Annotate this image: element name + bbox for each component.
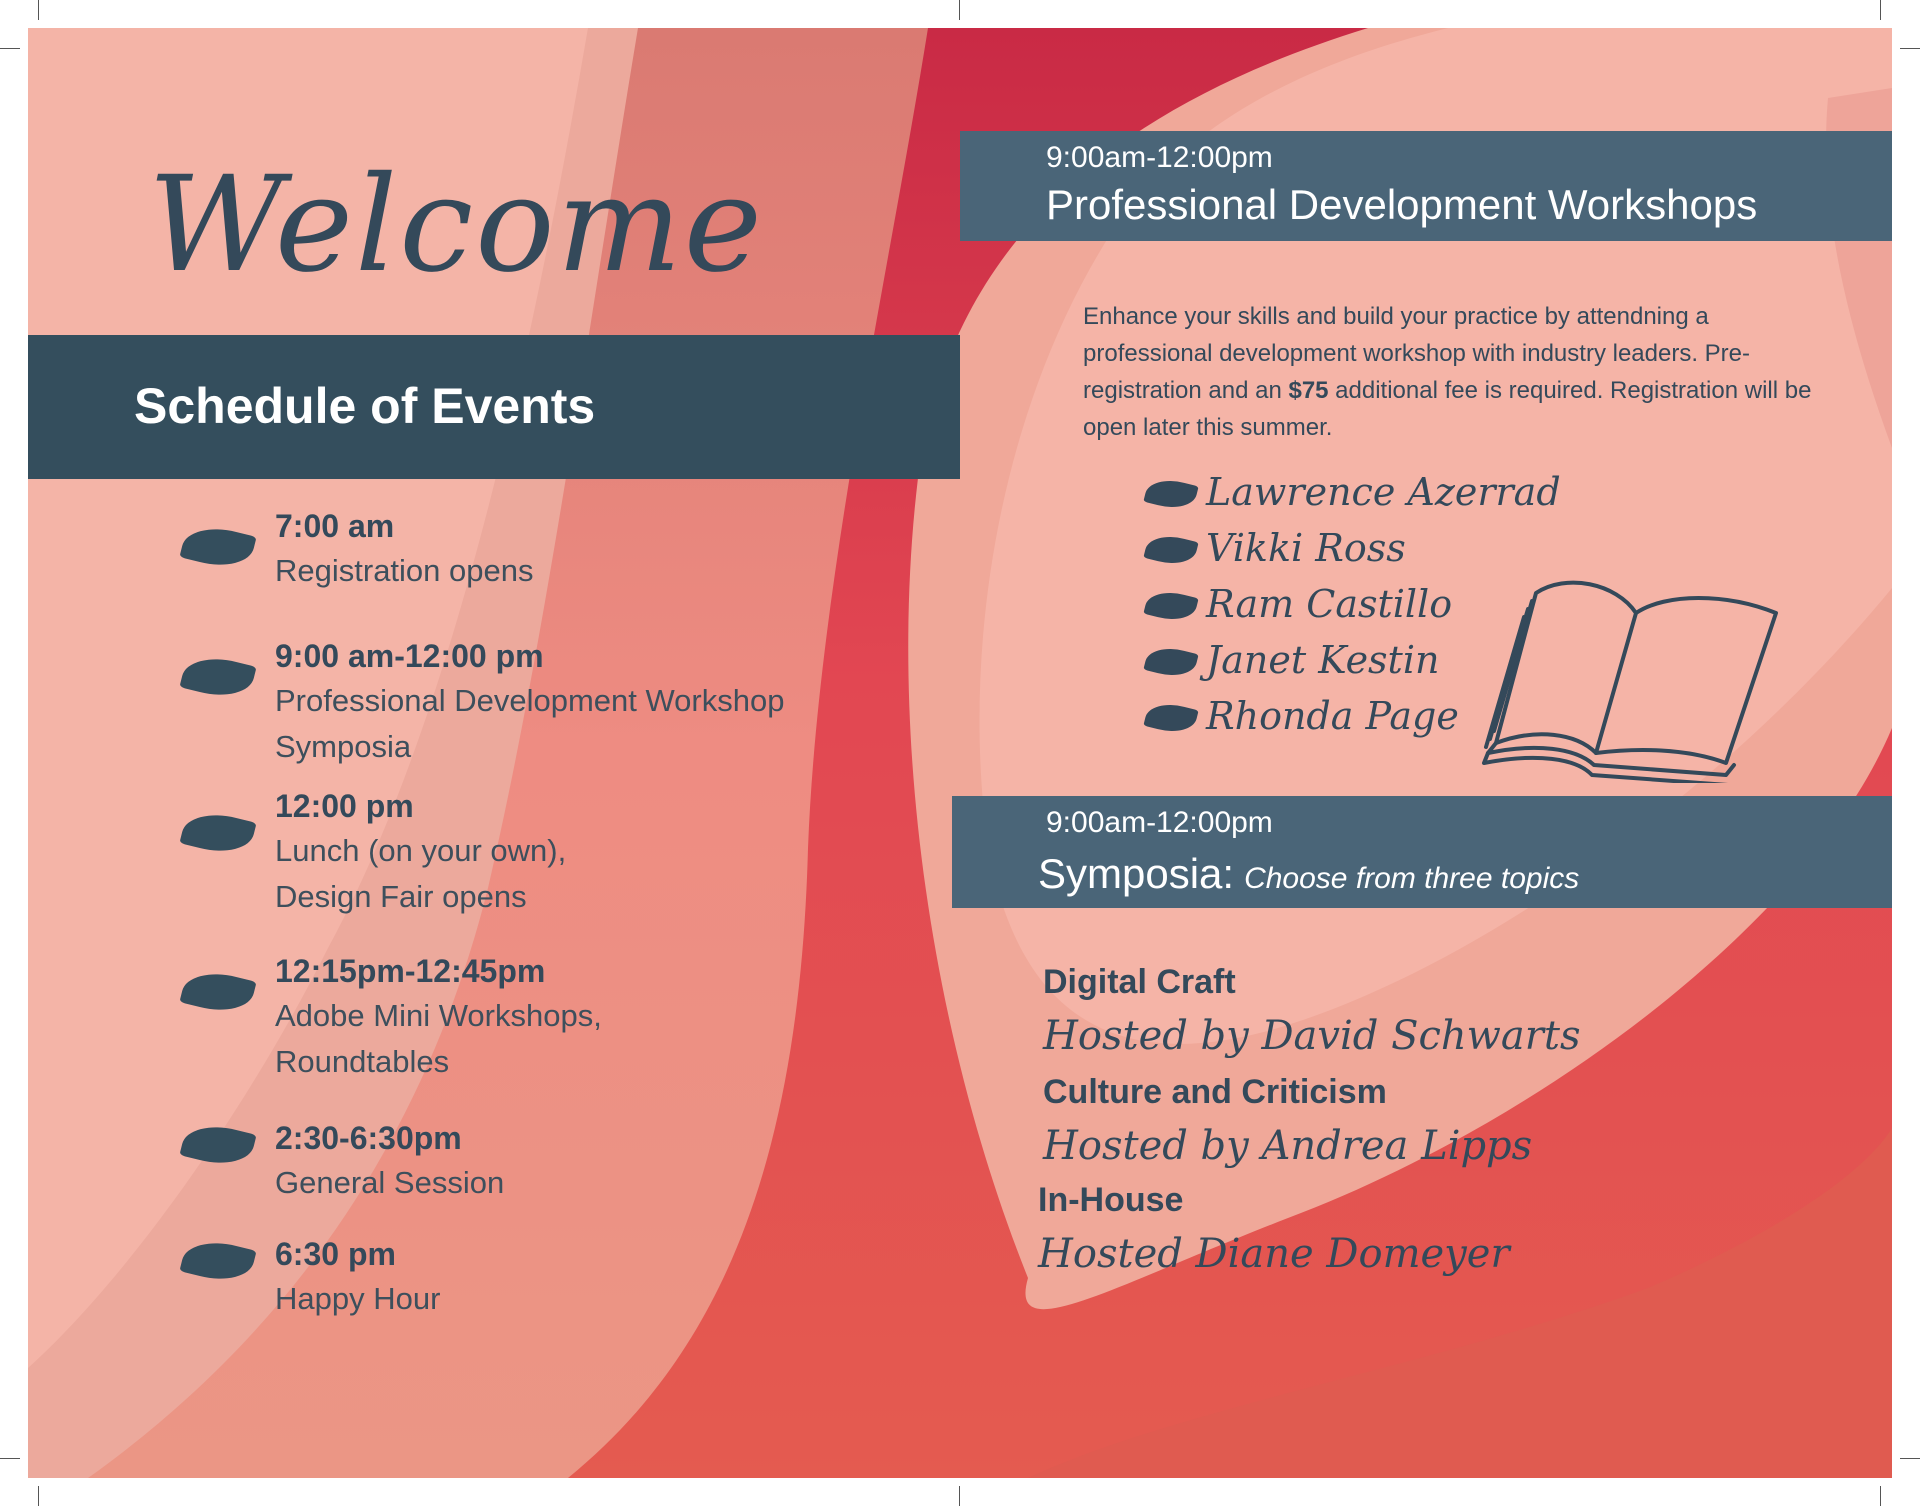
topic-host: Hosted by Andrea Lipps <box>1043 1123 1533 1169</box>
leader-name: Vikki Ross <box>1206 526 1406 570</box>
topic-host: Hosted by David Schwarts <box>1043 1013 1581 1059</box>
brochure-spread <box>28 28 1892 1478</box>
leaf-bullet-icon <box>1143 474 1198 513</box>
schedule-description: Happy Hour <box>275 1281 441 1316</box>
workshop-leader <box>1146 468 1566 524</box>
leaf-bullet-icon <box>1143 642 1198 681</box>
topic-title: Digital Craft <box>1043 963 1236 1001</box>
schedule-description: Professional Development Workshop Symposia <box>275 683 785 764</box>
schedule-time: 7:00 am <box>275 508 395 544</box>
schedule-header-band <box>28 335 960 479</box>
workshops-header-band <box>960 131 1892 241</box>
crop-mark <box>959 1486 960 1506</box>
topic-host: Hosted Diane Domeyer <box>1038 1231 1510 1277</box>
leaf-bullet-icon <box>1143 586 1198 625</box>
leader-name: Lawrence Azerrad <box>1206 470 1561 514</box>
workshop-fee: $75 <box>1288 377 1329 404</box>
symposia-header-band <box>952 796 1892 908</box>
symposia-label: Symposia: <box>1038 850 1235 897</box>
crop-mark <box>1900 48 1920 49</box>
schedule-time: 12:15pm-12:45pm <box>275 953 546 989</box>
workshops-description <box>1083 298 1843 446</box>
leader-name: Rhonda Page <box>1206 694 1459 738</box>
schedule-time: 2:30-6:30pm <box>275 1120 462 1156</box>
leaf-bullet-icon <box>1143 698 1198 737</box>
schedule-description: General Session <box>275 1165 505 1200</box>
schedule-time: 9:00 am-12:00 pm <box>275 638 544 674</box>
symposia-subtitle: Choose from three topics <box>1244 862 1580 895</box>
schedule-description: Lunch (on your own), Design Fair opens <box>275 833 567 914</box>
workshops-title: Professional Development Workshops <box>1046 181 1758 228</box>
crop-mark <box>1900 1458 1920 1459</box>
crop-mark <box>1880 1486 1881 1506</box>
leaf-bullet-icon <box>1143 530 1198 569</box>
workshops-description-text: Enhance your skills and build your practice by attendning a professional development workshop with industry leaders. Pre-registration and an <box>1083 303 1750 404</box>
crop-mark <box>38 0 39 20</box>
schedule-time: 6:30 pm <box>275 1236 396 1272</box>
schedule-description: Adobe Mini Workshops, Roundtables <box>275 998 602 1079</box>
crop-mark <box>0 1458 20 1459</box>
symposia-title <box>1038 850 1579 898</box>
symposia-time: 9:00am-12:00pm <box>1046 806 1273 839</box>
topic-title: In-House <box>1038 1181 1184 1219</box>
schedule-heading: Schedule of Events <box>134 378 596 434</box>
schedule-description: Registration opens <box>275 553 534 588</box>
leader-name: Ram Castillo <box>1206 582 1453 626</box>
crop-mark <box>38 1486 39 1506</box>
schedule-time: 12:00 pm <box>275 788 414 824</box>
open-book-icon <box>1476 553 1796 783</box>
leader-name: Janet Kestin <box>1206 638 1440 682</box>
welcome-title: Welcome <box>148 148 764 302</box>
crop-mark <box>959 0 960 20</box>
crop-mark <box>0 48 20 49</box>
topic-title: Culture and Criticism <box>1043 1073 1387 1111</box>
workshops-time: 9:00am-12:00pm <box>1046 141 1273 174</box>
workshops-description-text: additional fee is required. Registration will be open later this summer. <box>1083 377 1812 441</box>
crop-mark <box>1880 0 1881 20</box>
